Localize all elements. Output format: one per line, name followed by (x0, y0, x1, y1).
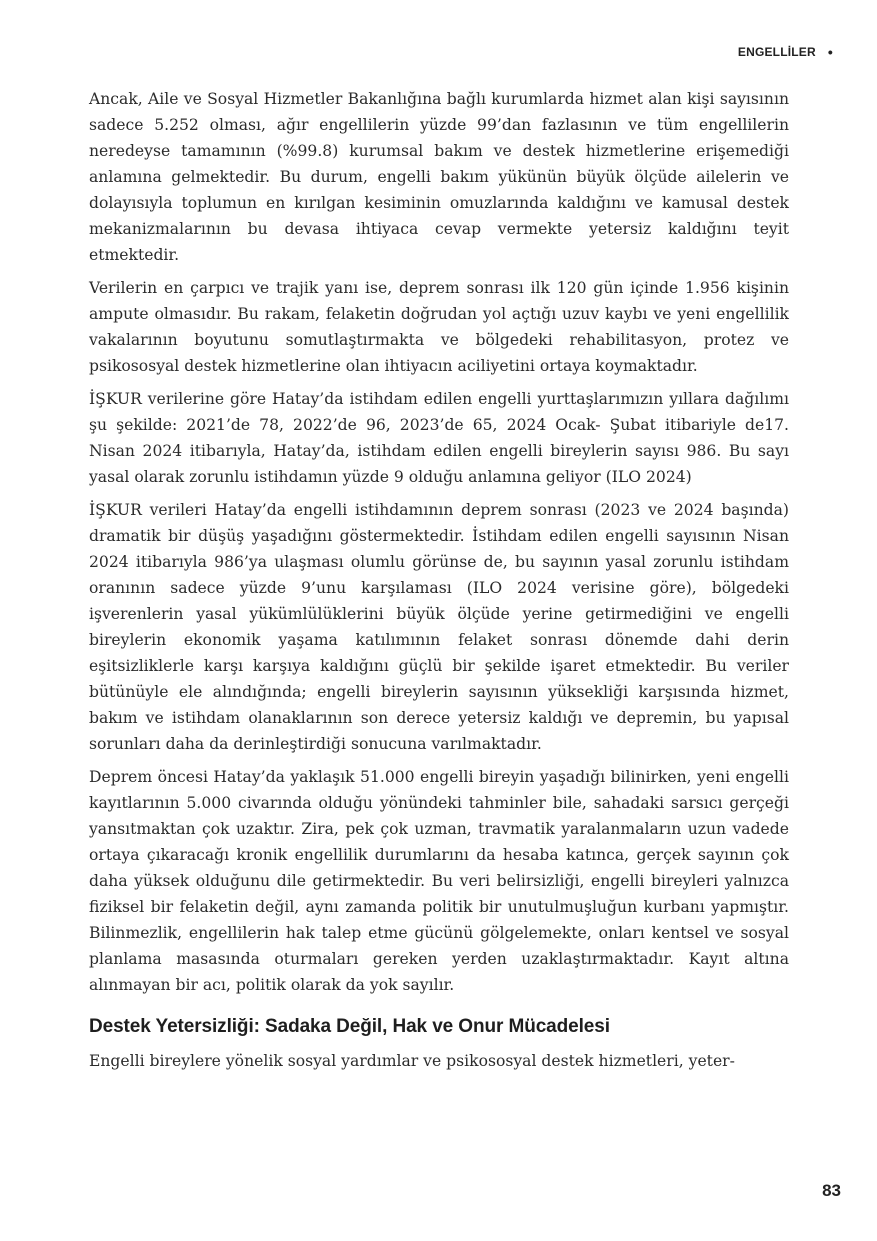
paragraph: İŞKUR verileri Hatay’da engelli istihdamının deprem sonrası (2023 ve 2024 başında) dramatik bir düşüş yaşadığını göstermektedir. İstihdam edilen engelli sayısının Nisan 2024 itibarıyla 986’ya ulaşması olumlu görünse de, bu sayının yasal zorunlu istihdam oranının sadece yüzde 9’unu karşılaması (ILO 2024 verisine göre), bölgedeki işverenlerin yasal yükümlülüklerini büyük ölçüde yerine getirmediğini ve engelli bireylerin ekonomik yaşama katılımının felaket sonrası dönemde dahi derin eşitsizliklerle karşı karşıya kaldığını güçlü bir şekilde işaret etmektedir. Bu veriler bütünüyle ele alındığında; engelli bireylerin sayısının yüksekliği karşısında hizmet, bakım ve istihdam olanaklarının son derece yetersiz kaldığı ve depremin, bu yapısal sorunları daha da derinleştirdiği sonucuna varılmaktadır. (89, 501, 789, 753)
bullet-icon: • (827, 44, 833, 60)
paragraph: Deprem öncesi Hatay’da yaklaşık 51.000 engelli bireyin yaşadığı bilinirken, yeni engelli kayıtlarının 5.000 civarında olduğu yönündeki tahminler bile, sahadaki sarsıcı gerçeği yansıtmaktan çok uzaktır. Zira, pek çok uzman, travmatik yaralanmaların uzun vadede ortaya çıkaracağı kronik engellilik durumlarını da hesaba katınca, gerçek sayının çok daha yüksek olduğunu dile getirmektedir. Bu veri belirsizliği, engelli bireyleri yalnızca fiziksel bir felaketin değil, aynı zamanda politik bir unutulmuşluğun kurbanı yapmıştır. Bilinmezlik, engellilerin hak talep etme gücünü gölgelemekte, onları kentsel ve sosyal planlama masasında oturmaları gereken yerden uzaklaştırmaktadır. Kayıt altına alınmayan bir acı, politik olarak da yok sayılır. (89, 768, 789, 994)
paragraph: Engelli bireylere yönelik sosyal yardımlar ve psikososyal destek hizmetleri, yeter- (89, 1052, 735, 1070)
running-header (738, 44, 833, 60)
paragraph: İŞKUR verilerine göre Hatay’da istihdam edilen engelli yurttaşlarımızın yıllara dağılımı şu şekilde: 2021’de 78, 2022’de 96, 2023’de 65, 2024 Ocak- Şubat itibariyle de17. Nisan 2024 itibarıyla, Hatay’da, istihdam edilen engelli bireylerin sayısı 986. Bu sayı yasal olarak zorunlu istihdamın yüzde 9 olduğu anlamına geliyor (ILO 2024) (89, 390, 789, 486)
body-text (89, 86, 789, 1081)
page-number: 83 (822, 1181, 841, 1200)
running-header-title: ENGELLİLER (737, 45, 816, 59)
paragraph: Verilerin en çarpıcı ve trajik yanı ise, deprem sonrası ilk 120 gün içinde 1.956 kişinin ampute olmasıdır. Bu rakam, felaketin doğrudan yol açtığı uzuv kaybı ve yeni engellilik vakalarının boyutunu somutlaştırmakta ve bölgedeki rehabilitasyon, protez ve psikososyal destek hizmetlerine olan ihtiyacın aciliyetini ortaya koymaktadır. (89, 279, 789, 375)
section-heading: Destek Yetersizliği: Sadaka Değil, Hak ve Onur Mücadelesi (89, 1016, 610, 1037)
paragraph: Ancak, Aile ve Sosyal Hizmetler Bakanlığına bağlı kurumlarda hizmet alan kişi sayısının sadece 5.252 olması, ağır engellilerin yüzde 99’dan fazlasının ve tüm engellilerin neredeyse tamamının (%99.8) kurumsal bakım ve destek hizmetlerine erişemediği anlamına gelmektedir. Bu durum, engelli bakım yükünün büyük ölçüde ailelerin ve dolayısıyla toplumun en kırılgan kesiminin omuzlarında kaldığını ve kamusal destek mekanizmalarının bu devasa ihtiyaca cevap vermekte yetersiz kaldığını teyit etmektedir. (89, 90, 789, 264)
